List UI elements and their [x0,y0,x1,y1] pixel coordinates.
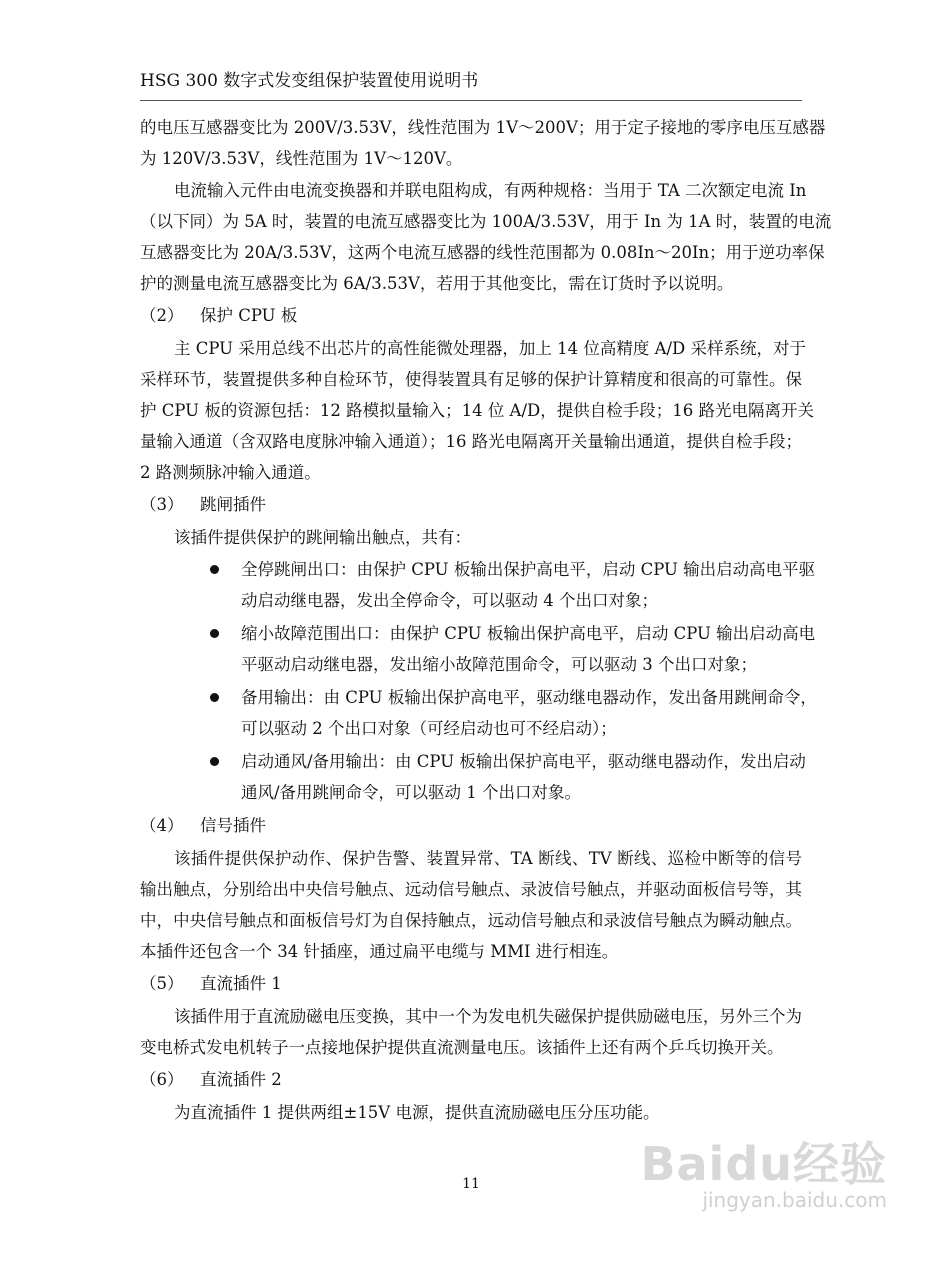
list-item-text [241,746,806,808]
paragraph [140,112,826,174]
section-heading [140,1064,802,1095]
text-line: 该插件用于直流励磁电压变换，其中一个为发电机失磁保护提供励磁电压，另外三个为 [174,1007,802,1026]
bullet-list [208,554,817,808]
baidu-watermark-logo [640,1137,887,1212]
header-rule [140,100,802,101]
watermark-brand: Baidu经验 [640,1137,887,1191]
text-line: 该插件提供保护动作、保护告警、装置异常、TA 断线、TV 断线、巡检中断等的信号 [174,849,802,868]
section-number: （2） [140,306,184,325]
paragraph [140,175,832,299]
section-title: 直流插件 2 [200,1070,282,1089]
text-line: 动启动继电器，发出全停命令，可以驱动 4 个出口对象； [241,591,658,610]
section-heading [140,810,802,841]
bullet-icon [210,693,219,702]
text-line: 备用输出：由 CPU 板输出保护高电平，驱动继电器动作，发出备用跳闸命令， [241,688,817,707]
text-line: （以下同）为 5A 时，装置的电流互感器变比为 100A/3.53V，用于 In 为 1A 时，装置的电流 [140,212,832,231]
paragraph [140,1001,802,1063]
section-number: （4） [140,816,184,835]
text-line: 护的测量电流互感器变比为 6A/3.53V，若用于其他变比，需在订货时予以说明。 [140,274,734,293]
section-title: 跳闸插件 [200,495,266,514]
text-line: 该插件提供保护的跳闸输出触点，共有： [174,528,471,547]
text-line: 2 路测频脉冲输入通道。 [140,463,321,482]
bullet-icon [210,565,219,574]
text-line: 可以驱动 2 个出口对象（可经启动也可不经启动）； [241,719,617,738]
section-heading [140,489,802,520]
paragraph [140,1097,802,1128]
list-item [208,746,806,808]
text-line: 互感器变比为 20A/3.53V，这两个电流互感器的线性范围都为 0.08In～20In；用于逆功率保 [140,243,825,262]
section-title: 直流插件 1 [200,974,282,993]
paragraph [140,333,815,488]
text-line: 采样环节，装置提供多种自检环节，使得装置具有足够的保护计算精度和很高的可靠性。保 [140,370,802,389]
text-line: 启动通风/备用输出：由 CPU 板输出保护高电平，驱动继电器动作，发出启动 [241,752,806,771]
list-item [208,554,816,616]
text-line: 平驱动启动继电器，发出缩小故障范围命令，可以驱动 3 个出口对象； [241,655,757,674]
section-number: （3） [140,495,184,514]
paragraph [140,843,802,967]
text-line: 的电压互感器变比为 200V/3.53V，线性范围为 1V～200V；用于定子接地的零序电压互感器 [140,118,826,137]
text-line: 输出触点，分别给出中央信号触点、远动信号触点、录波信号触点，并驱动面板信号等，其 [140,880,802,899]
list-item-text [241,554,816,616]
section-heading [140,968,802,999]
text-line: 护 CPU 板的资源包括：12 路模拟量输入；14 位 A/D，提供自检手段；16 路光电隔离开关 [140,401,815,420]
page-body [140,112,832,1129]
list-item [208,618,816,680]
text-line: 缩小故障范围出口：由保护 CPU 板输出保护高电平，启动 CPU 输出启动高电 [241,624,816,643]
list-item-text [241,682,817,744]
text-line: 主 CPU 采用总线不出芯片的高性能微处理器，加上 14 位高精度 A/D 采样系统，对于 [174,339,807,358]
running-header: HSG 300 数字式发变组保护装置使用说明书 [140,71,479,91]
text-line: 电流输入元件由电流变换器和并联电阻构成，有两种规格：当用于 TA 二次额定电流 In [174,181,807,200]
text-line: 变电桥式发电机转子一点接地保护提供直流测量电压。该插件上还有两个乒乓切换开关。 [140,1038,784,1057]
section-number: （6） [140,1070,184,1089]
paragraph [140,522,802,553]
text-line: 为 120V/3.53V，线性范围为 1V～120V。 [140,149,463,168]
bullet-icon [210,629,219,638]
text-line: 通风/备用跳闸命令，可以驱动 1 个出口对象。 [241,783,582,802]
text-line: 本插件还包含一个 34 针插座，通过扁平电缆与 MMI 进行相连。 [140,942,619,961]
watermark-url: jingyan.baidu.com [702,1188,887,1212]
text-line: 为直流插件 1 提供两组±15V 电源，提供直流励磁电压分压功能。 [174,1103,660,1122]
section-heading [140,300,802,331]
list-item-text [241,618,816,680]
text-line: 中，中央信号触点和面板信号灯为自保持触点，远动信号触点和录波信号触点为瞬动触点。 [140,911,802,930]
page-number: 11 [462,1176,480,1192]
section-title: 保护 CPU 板 [200,306,298,325]
list-item [208,682,817,744]
text-line: 量输入通道（含双路电度脉冲输入通道）；16 路光电隔离开关量输出通道，提供自检手段； [140,432,802,451]
section-title: 信号插件 [200,816,266,835]
text-line: 全停跳闸出口：由保护 CPU 板输出保护高电平，启动 CPU 输出启动高电平驱 [241,560,816,579]
section-number: （5） [140,974,184,993]
bullet-icon [210,757,219,766]
